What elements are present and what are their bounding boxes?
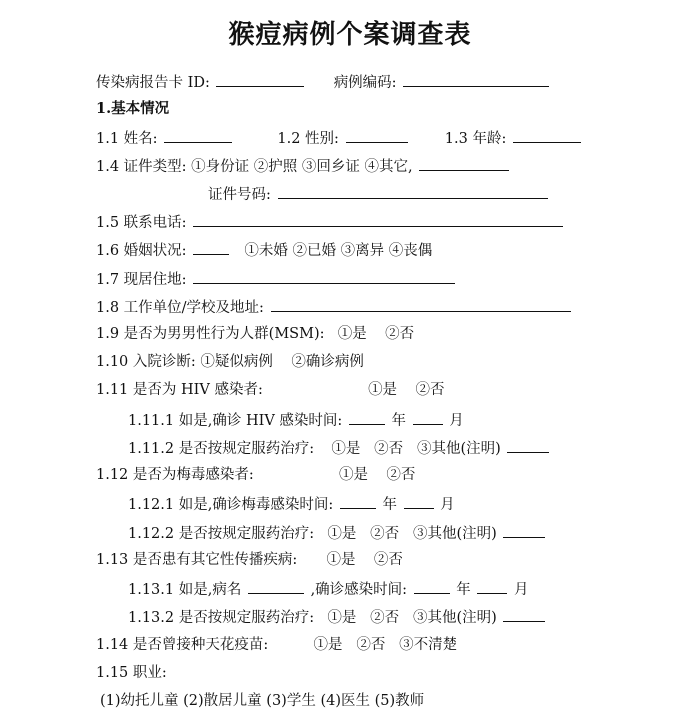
row-workplace <box>96 296 573 318</box>
other-std-options[interactable]: ①是 ②否 <box>326 552 403 568</box>
workplace-field[interactable] <box>271 296 571 312</box>
row-hiv <box>96 380 445 400</box>
syphilis-treatment-options[interactable]: ①是 ②否 ③其他(注明) <box>327 526 497 542</box>
form-title: 猴痘病例个案调查表 <box>228 20 472 50</box>
gender-label: 1.2 性别: <box>277 131 339 147</box>
row-residence <box>96 268 457 290</box>
row-msm <box>96 324 414 344</box>
gender-field[interactable] <box>346 127 408 143</box>
other-std-year-field[interactable] <box>414 578 450 594</box>
hiv-month-field[interactable] <box>413 409 443 425</box>
admission-diagnosis-label: 1.10 入院诊断: <box>96 354 196 370</box>
other-std-treatment-other-field[interactable] <box>503 606 545 622</box>
other-std-year-unit: 年 <box>456 582 471 598</box>
hiv-treatment-label: 1.11.2 是否按规定服药治疗: <box>128 441 315 457</box>
row-hiv-time <box>128 409 464 431</box>
section-basic-info: 1.基本情况 <box>96 100 170 117</box>
other-std-label: 1.13 是否患有其它性传播疾病: <box>96 552 298 568</box>
row-other-std-detail <box>128 578 529 600</box>
row-admission-diagnosis <box>96 352 364 372</box>
workplace-label: 1.8 工作单位/学校及地址: <box>96 300 264 316</box>
name-field[interactable] <box>164 127 232 143</box>
disease-name-label: 1.13.1 如是,病名 <box>128 582 242 598</box>
row-occupation <box>96 663 167 683</box>
occupation-options[interactable]: (1)幼托儿童 (2)散居儿童 (3)学生 (4)医生 (5)教师 <box>100 693 425 709</box>
msm-label: 1.9 是否为男男性行为人群(MSM): <box>96 326 325 342</box>
row-hiv-treatment <box>128 437 551 459</box>
row-phone <box>96 211 565 233</box>
hiv-options[interactable]: ①是 ②否 <box>368 382 445 398</box>
syphilis-label: 1.12 是否为梅毒感染者: <box>96 467 254 483</box>
disease-name-field[interactable] <box>248 578 304 594</box>
phone-label: 1.5 联系电话: <box>96 215 187 231</box>
syphilis-month-field[interactable] <box>404 493 434 509</box>
row-syphilis-treatment <box>128 522 547 544</box>
row-syphilis-time <box>128 493 455 515</box>
marital-options[interactable]: ①未婚 ②已婚 ③离异 ④丧偶 <box>244 243 433 259</box>
marital-field[interactable] <box>193 239 229 255</box>
syphilis-time-label: 1.12.1 如是,确诊梅毒感染时间: <box>128 497 334 513</box>
case-code-field[interactable] <box>403 71 549 87</box>
row-id-type <box>96 155 511 177</box>
syphilis-options[interactable]: ①是 ②否 <box>339 467 416 483</box>
hiv-year-field[interactable] <box>349 409 385 425</box>
card-id-label: 传染病报告卡 ID: <box>96 75 210 91</box>
row-other-std <box>96 550 403 570</box>
row-syphilis <box>96 465 415 485</box>
card-id-field[interactable] <box>216 71 304 87</box>
id-type-label: 1.4 证件类型: <box>96 159 187 175</box>
other-std-month-field[interactable] <box>477 578 507 594</box>
id-number-label: 证件号码: <box>208 187 271 203</box>
other-std-treatment-label: 1.13.2 是否按规定服药治疗: <box>128 610 315 626</box>
syphilis-month-unit: 月 <box>440 497 455 513</box>
other-std-month-unit: 月 <box>514 582 529 598</box>
hiv-month-unit: 月 <box>449 413 464 429</box>
hiv-year-unit: 年 <box>391 413 407 429</box>
name-label: 1.1 姓名: <box>96 131 158 147</box>
id-number-field[interactable] <box>278 183 548 199</box>
phone-field[interactable] <box>193 211 563 227</box>
msm-options[interactable]: ①是 ②否 <box>337 326 415 342</box>
other-std-treatment-options[interactable]: ①是 ②否 ③其他(注明) <box>327 610 497 626</box>
occupation-label: 1.15 职业: <box>96 665 167 681</box>
marital-label: 1.6 婚姻状况: <box>96 243 187 259</box>
hiv-time-label: 1.11.1 如是,确诊 HIV 感染时间: <box>128 413 343 429</box>
row-other-std-treatment <box>128 606 547 628</box>
age-field[interactable] <box>513 127 581 143</box>
residence-label: 1.7 现居住地: <box>96 272 187 288</box>
age-label: 1.3 年龄: <box>444 131 507 147</box>
residence-field[interactable] <box>193 268 455 284</box>
hiv-treatment-options[interactable]: ①是 ②否 ③其他(注明) <box>331 441 501 457</box>
row-smallpox-vaccine <box>96 635 457 655</box>
header-row <box>96 71 551 93</box>
id-type-options[interactable]: ①身份证 ②护照 ③回乡证 ④其它, <box>191 159 413 175</box>
row-id-number <box>208 183 550 205</box>
syphilis-treatment-other-field[interactable] <box>503 522 545 538</box>
smallpox-vaccine-label: 1.14 是否曾接种天花疫苗: <box>96 637 269 653</box>
other-std-time-label: ,确诊感染时间: <box>310 582 408 598</box>
syphilis-year-unit: 年 <box>382 497 397 513</box>
hiv-treatment-other-field[interactable] <box>507 437 549 453</box>
syphilis-year-field[interactable] <box>340 493 376 509</box>
hiv-label: 1.11 是否为 HIV 感染者: <box>96 382 263 398</box>
admission-diagnosis-options[interactable]: ①疑似病例 ②确诊病例 <box>200 354 364 370</box>
smallpox-vaccine-options[interactable]: ①是 ②否 ③不清楚 <box>313 637 458 653</box>
syphilis-treatment-label: 1.12.2 是否按规定服药治疗: <box>128 526 315 542</box>
row-name-gender-age <box>96 127 583 149</box>
row-marital <box>96 239 432 261</box>
id-type-other-field[interactable] <box>419 155 509 171</box>
case-code-label: 病例编码: <box>333 75 397 91</box>
row-occupation-options <box>100 691 424 711</box>
